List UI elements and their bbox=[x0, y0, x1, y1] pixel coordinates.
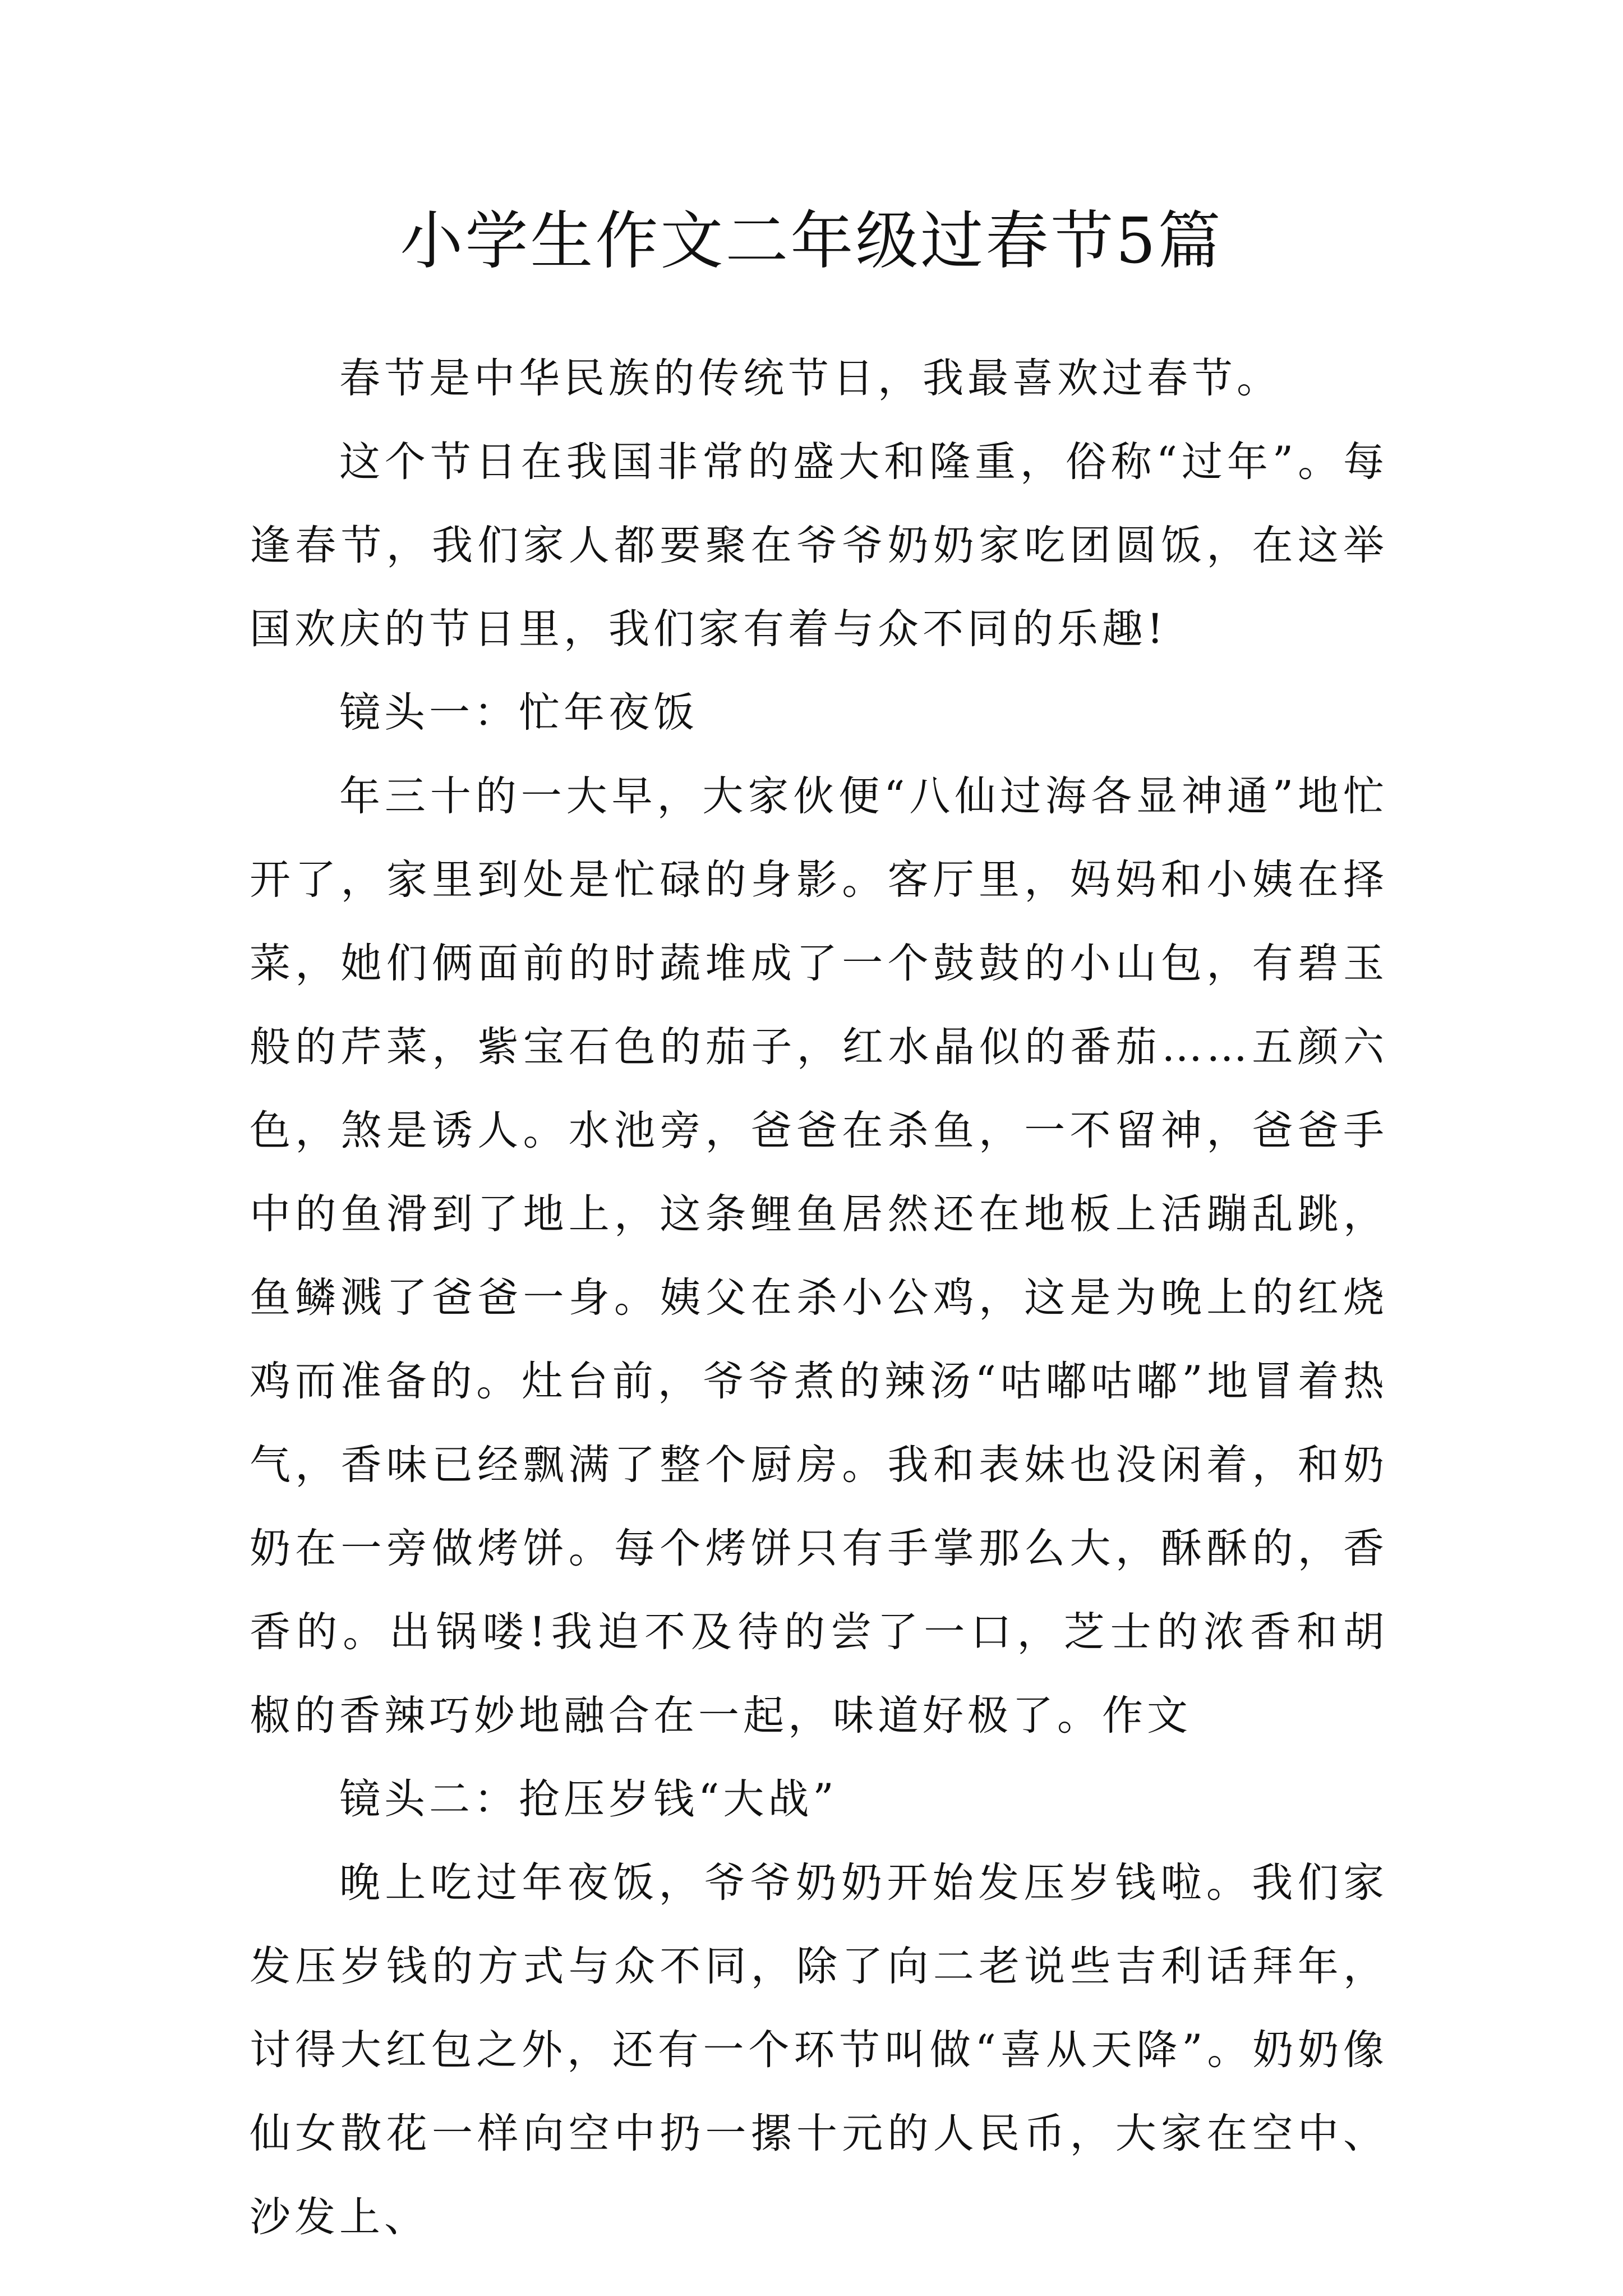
section-heading-2: 镜头二：抢压岁钱“大战” bbox=[339, 1775, 838, 1823]
document-title: 小学生作文二年级过春节5篇 bbox=[400, 205, 1223, 278]
paragraph-red-envelopes: 晚上吃过年夜饭，爷爷奶奶开始发压岁钱啦。我们家发压岁钱的方式与众不同，除了向二老说些吉利话拜年，讨得大红包之外，还有一个环节叫做“喜从天降”。奶奶像仙女散花一样向空中扔一摞十元的人民币，大家在空中、沙发上、 bbox=[250, 1859, 1388, 2241]
paragraph-intro: 春节是中华民族的传统节日，我最喜欢过春节。 bbox=[339, 355, 1281, 402]
paragraph-dinner-prep: 年三十的一大早，大家伙便“八仙过海各显神通”地忙开了，家里到处是忙碌的身影。客厅里，妈妈和小姨在择菜，她们俩面前的时蔬堆成了一个鼓鼓的小山包，有碧玉般的芹菜，紫宝石色的茄子，红水晶似的番茄……五颜六色，煞是诱人。水池旁，爸爸在杀鱼，一不留神，爸爸手中的鱼滑到了地上，这条鲤鱼居然还在地板上活蹦乱跳，鱼鳞溅了爸爸一身。姨父在杀小公鸡，这是为晚上的红烧鸡而准备的。灶台前，爷爷煮的辣汤“咕嘟咕嘟”地冒着热气，香味已经飘满了整个厨房。我和表妹也没闲着，和奶奶在一旁做烤饼。每个烤饼只有手掌那么大，酥酥的，香香的。出锅喽!我迫不及待的尝了一口，芝士的浓香和胡椒的香辣巧妙地融合在一起，味道好极了。作文 bbox=[250, 772, 1388, 1740]
section-heading-1: 镜头一：忙年夜饭 bbox=[339, 689, 698, 737]
paragraph-festival: 这个节日在我国非常的盛大和隆重，俗称“过年”。每逢春节，我们家人都要聚在爷爷奶奶家吃团圆饭，在这举国欢庆的节日里，我们家有着与众不同的乐趣! bbox=[250, 438, 1388, 653]
document-body bbox=[250, 337, 1388, 2259]
